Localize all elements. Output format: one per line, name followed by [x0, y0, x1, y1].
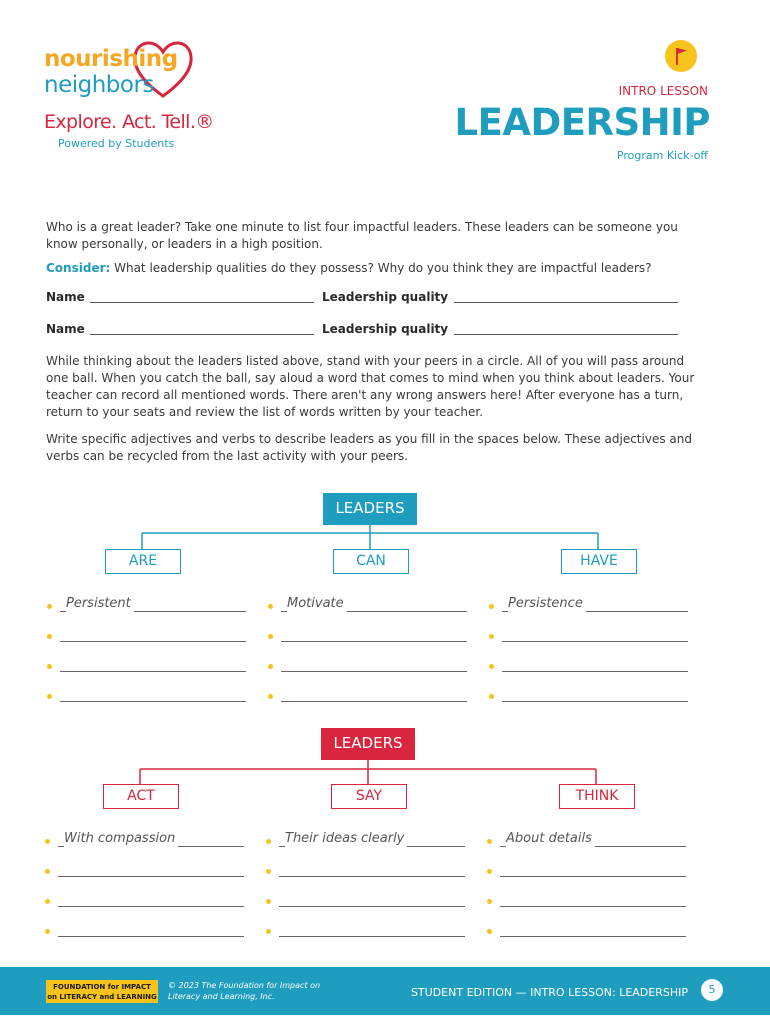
bullet-icon [45, 839, 50, 844]
example-answer: Persistent [66, 596, 134, 612]
bullet-icon [47, 604, 52, 609]
bullet-icon [268, 664, 273, 669]
bullet-icon [489, 634, 494, 639]
diagram2-root: LEADERS [321, 728, 415, 760]
answer-line[interactable] [60, 701, 246, 702]
bullet-icon [47, 634, 52, 639]
instructions-paragraph: Write specific adjectives and verbs to describe leaders as you fill in the spaces below. These adjectives and verbs can be recycled from the last activity with your peers. [46, 432, 692, 463]
copyright-text: © 2023 The Foundation for Impact on Literacy and Learning, Inc. [168, 981, 321, 1001]
example-answer: With compassion [64, 831, 178, 847]
bullet-icon [487, 869, 492, 874]
example-answer: About details [506, 831, 595, 847]
answer-line[interactable] [58, 936, 244, 937]
answer-line[interactable] [60, 641, 246, 642]
consider-label: Consider: [46, 261, 111, 275]
diagram1-root: LEADERS [323, 493, 417, 525]
answer-line[interactable] [500, 876, 686, 877]
page-number: 5 [701, 979, 723, 1001]
answer-line[interactable] [502, 671, 688, 672]
activity-paragraph: While thinking about the leaders listed above, stand with your peers in a circle. All of you will pass around one ball. When you catch the ball, say aloud a word that comes to mind when you think about leaders. Your teacher can record all mentioned words. There aren't any wrong answers here! After everyone has a turn, return to your seats and review the list of words written by your teacher. [46, 354, 695, 419]
logo-wordmark-line1: nourishing [44, 46, 178, 72]
branch-have: HAVE [561, 549, 637, 574]
branch-are: ARE [105, 549, 181, 574]
bullet-icon [489, 664, 494, 669]
example-answer: Their ideas clearly [285, 831, 407, 847]
bullet-icon [487, 899, 492, 904]
answer-line[interactable] [279, 906, 465, 907]
bullet-icon [489, 694, 494, 699]
branch-act: ACT [103, 784, 179, 809]
example-answer: Motivate [287, 596, 347, 612]
branch-think: THINK [559, 784, 635, 809]
bullet-icon [266, 899, 271, 904]
answer-line[interactable] [60, 671, 246, 672]
quality-label: Leadership quality [322, 290, 449, 304]
bullet-icon [45, 869, 50, 874]
logo-tagline: Explore. Act. Tell.® [44, 111, 214, 133]
answer-line[interactable] [502, 701, 688, 702]
branch-say: SAY [331, 784, 407, 809]
bullet-icon [266, 929, 271, 934]
intro-paragraph: Who is a great leader? Take one minute to list four impactful leaders. These leaders can be someone you know personally, or leaders in a high position. [46, 220, 678, 251]
answer-line[interactable] [281, 641, 467, 642]
page-subtitle: Program Kick-off [616, 149, 708, 162]
answer-line[interactable] [279, 936, 465, 937]
edition-label: STUDENT EDITION — INTRO LESSON: LEADERSHIP [410, 986, 688, 999]
bullet-icon [266, 869, 271, 874]
bullet-icon [487, 929, 492, 934]
bullet-icon [268, 694, 273, 699]
logo-powered-by: Powered by Students [58, 137, 175, 150]
branch-can: CAN [333, 549, 409, 574]
answer-line[interactable] [58, 906, 244, 907]
bullet-icon [45, 929, 50, 934]
bullet-icon [47, 664, 52, 669]
logo-wordmark-line2: neighbors [44, 72, 154, 98]
foundation-logo [46, 980, 158, 1003]
answer-line[interactable] [281, 701, 467, 702]
answer-line[interactable] [500, 906, 686, 907]
consider-text: What leadership qualities do they possess? Why do you think they are impactful leaders? [110, 261, 652, 275]
answer-line[interactable] [281, 671, 467, 672]
bullet-icon [266, 839, 271, 844]
bullet-icon [268, 604, 273, 609]
bullet-icon [487, 839, 492, 844]
bullet-icon [45, 899, 50, 904]
foundation-logo-line1: FOUNDATION for IMPACT [53, 983, 151, 991]
answer-line[interactable] [502, 641, 688, 642]
lesson-kicker: INTRO LESSON [618, 84, 708, 98]
answer-line[interactable] [279, 876, 465, 877]
page-title: LEADERSHIP [454, 101, 710, 144]
bullet-icon [268, 634, 273, 639]
bullet-icon [47, 694, 52, 699]
answer-line[interactable] [58, 876, 244, 877]
quality-label: Leadership quality [322, 322, 449, 336]
name-label: Name [46, 290, 85, 304]
answer-line[interactable] [500, 936, 686, 937]
foundation-logo-line2: on LITERACY and LEARNING [47, 993, 157, 1001]
name-label: Name [46, 322, 85, 336]
example-answer: Persistence [508, 596, 586, 612]
bullet-icon [489, 604, 494, 609]
